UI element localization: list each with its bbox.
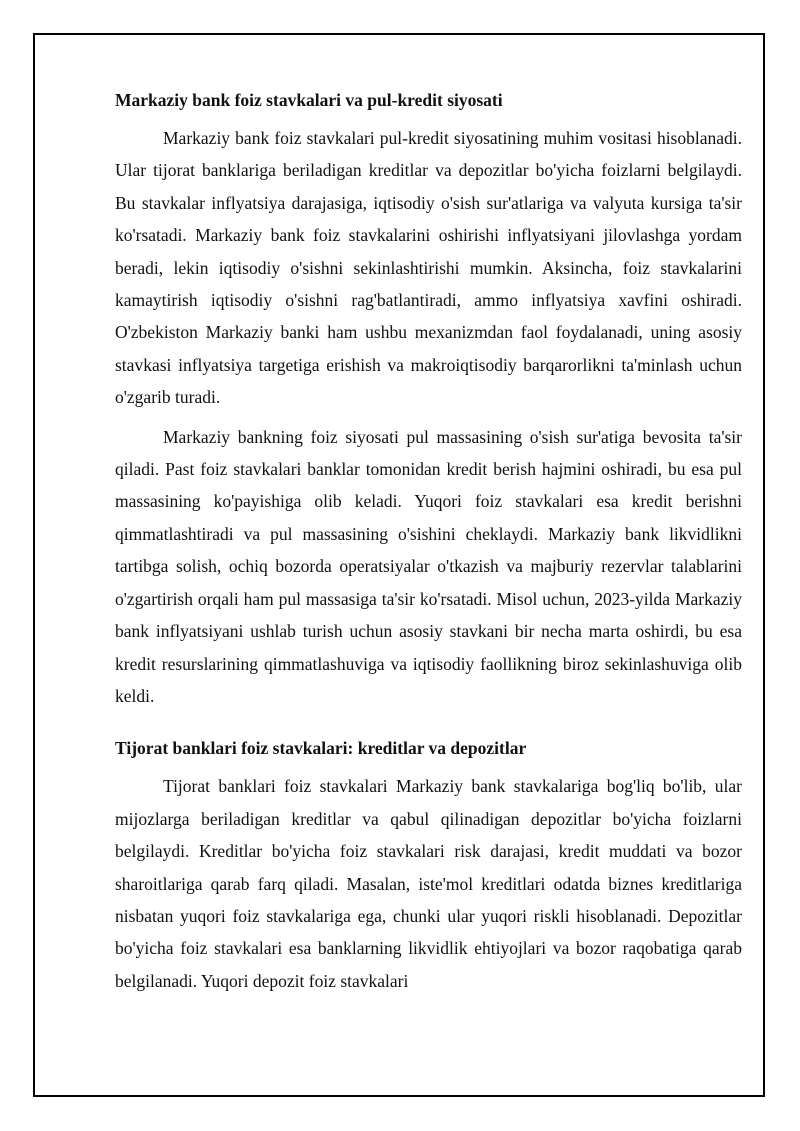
section-heading-central-bank: Markaziy bank foiz stavkalari va pul-kredit siyosati <box>115 90 503 110</box>
document-body <box>115 84 742 997</box>
paragraph-central-bank-policy: Markaziy bankning foiz siyosati pul massasining o'sish sur'atiga bevosita ta'sir qiladi. Past foiz stavkalari banklar tomonidan kredit berish hajmini oshiradi, bu esa pul massasining ko'payishiga olib keladi. Yuqori foiz stavkalari esa kredit berishni qimmatlashtiradi va pul massasining o'sishini cheklaydi. Markaziy bank likvidlikni tartibga solish, ochiq bozorda operatsiyalar o'tkazish va majburiy rezervlar talablarini o'zgartirish orqali ham pul massasiga ta'sir ko'rsatadi. Misol uchun, 2023-yilda Markaziy bank inflyatsiyani ushlab turish uchun asosiy stavkani bir necha marta oshirdi, bu esa kredit resurslarining qimmatlashuviga va iqtisodiy faollikning biroz sekinlashuviga olib keldi. <box>115 426 742 706</box>
paragraph-central-bank-rates: Markaziy bank foiz stavkalari pul-kredit siyosatining muhim vositasi hisoblanadi. Ular tijorat banklariga beriladigan kreditlar va depozitlar bo'yicha foizlarni belgilaydi. Bu stavkalar inflyatsiya darajasiga, iqtisodiy o'sish sur'atlariga va valyuta kursiga ta'sir ko'rsatadi. Markaziy bank foiz stavkalarini oshirishi inflyatsiyani jilovlashga yordam beradi, lekin iqtisodiy o'sishni sekinlashtirishi mumkin. Aksincha, foiz stavkalarini kamaytirish iqtisodiy o'sishni rag'batlantiradi, ammo inflyatsiya xavfini oshiradi. O'zbekiston Markaziy banki ham ushbu mexanizmdan faol foydalanadi, uning asosiy stavkasi inflyatsiya targetiga erishish va makroiqtisodiy barqarorlikni ta'minlash uchun o'zgarib turadi. <box>115 128 742 408</box>
paragraph-commercial-bank-rates: Tijorat banklari foiz stavkalari Markaziy bank stavkalariga bog'liq bo'lib, ular mijozlarga beriladigan kreditlar va qabul qilinadigan depozitlar bo'yicha foizlarni belgilaydi. Kreditlar bo'yicha foiz stavkalari risk darajasi, kredit muddati va bozor sharoitlariga qarab farq qiladi. Masalan, iste'mol kreditlari odatda biznes kreditlariga nisbatan yuqori foiz stavkalariga ega, chunki ular yuqori riskli hisoblanadi. Depozitlar bo'yicha foiz stavkalari esa banklarning likvidlik ehtiyojlari va bozor raqobatiga qarab belgilanadi. Yuqori depozit foiz stavkalari <box>115 776 742 991</box>
section-heading-commercial-banks: Tijorat banklari foiz stavkalari: kreditlar va depozitlar <box>115 738 527 759</box>
